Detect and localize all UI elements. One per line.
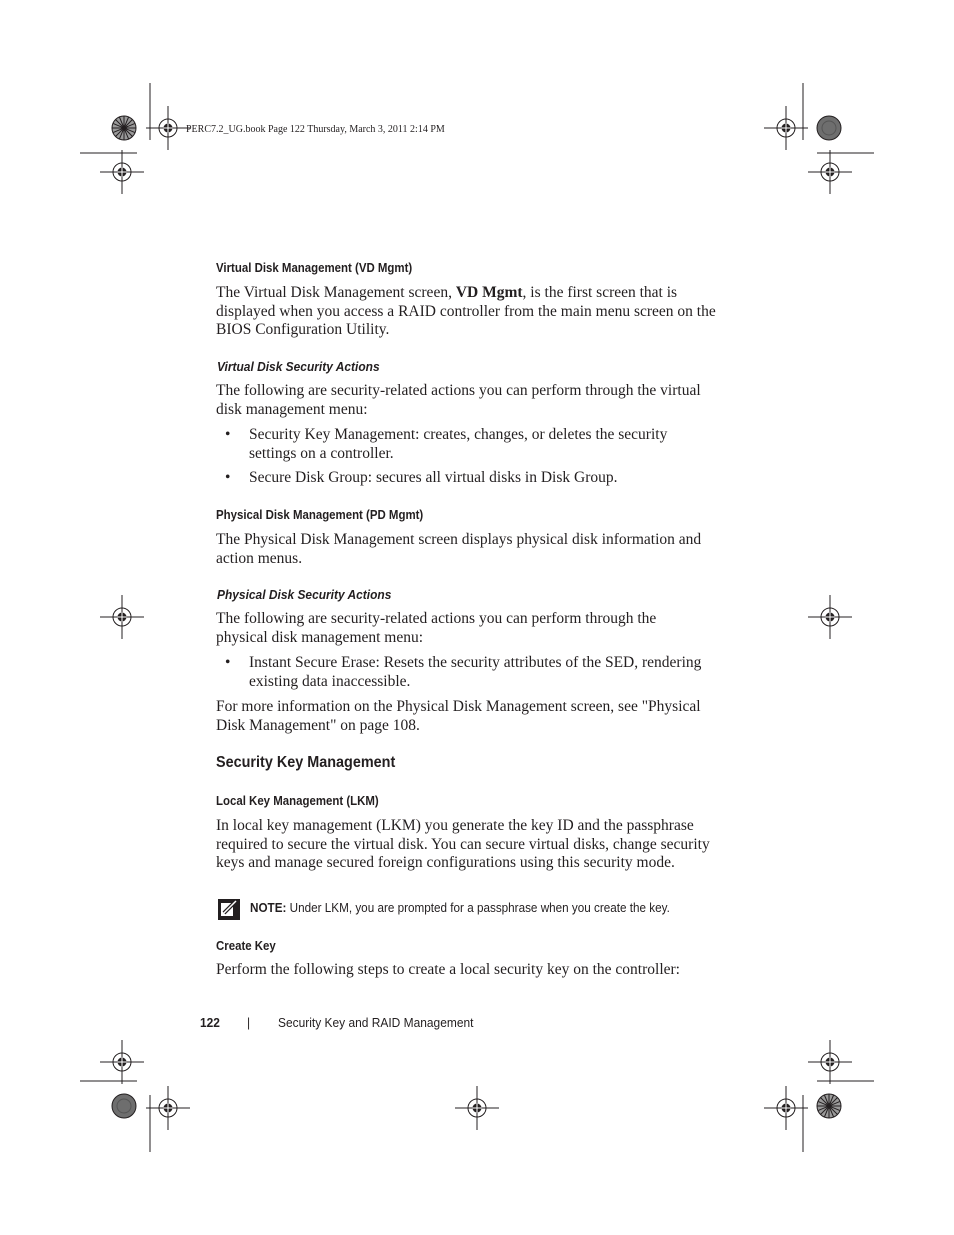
- registration-mark-icon: [808, 1040, 852, 1084]
- vd-mgmt-bold: VD Mgmt: [455, 284, 523, 301]
- vd-mgmt-heading: Virtual Disk Management (VD Mgmt): [216, 260, 413, 275]
- star-target-icon: [817, 1094, 841, 1118]
- create-key-paragraph: Perform the following steps to create a local security key on the controller:: [216, 961, 680, 978]
- registration-mark-icon: [146, 106, 190, 150]
- registration-mark-icon: [808, 595, 852, 639]
- star-target-icon: [112, 1094, 136, 1118]
- pd-security-paragraph: The following are security-related actions you can perform through the physical disk management menu:: [216, 610, 657, 646]
- list-item: Instant Secure Erase: Resets the security attributes of the SED, rendering existing data inaccessible.: [249, 654, 702, 690]
- registration-mark-icon: [808, 150, 852, 194]
- lkm-heading: Local Key Management (LKM): [216, 793, 379, 808]
- registration-mark-icon: [100, 595, 144, 639]
- list-item: Security Key Management: creates, changes, or deletes the security settings on a controller.: [249, 426, 668, 462]
- bullet-marker: •: [225, 426, 231, 443]
- star-target-icon: [112, 116, 136, 140]
- pd-mgmt-heading: Physical Disk Management (PD Mgmt): [216, 507, 424, 522]
- page-number: 122: [200, 1015, 220, 1030]
- registration-mark-icon: [764, 106, 808, 150]
- note: [250, 900, 670, 915]
- bullet-marker: •: [225, 654, 231, 671]
- pd-more-info-paragraph: For more information on the Physical Disk Management screen, see "Physical Disk Management" on page 108.: [216, 698, 701, 734]
- registration-mark-icon: [146, 1086, 190, 1130]
- registration-mark-icon: [100, 1040, 144, 1084]
- star-target-icon: [817, 116, 841, 140]
- note-label: NOTE:: [250, 900, 287, 915]
- vd-security-paragraph: The following are security-related actions you can perform through the virtual disk management menu:: [216, 382, 701, 418]
- note-body: Under LKM, you are prompted for a passphrase when you create the key.: [286, 900, 670, 915]
- bullet-marker: •: [225, 469, 231, 486]
- pd-mgmt-paragraph: The Physical Disk Management screen displays physical disk information and action menus.: [216, 531, 702, 567]
- registration-mark-icon: [764, 1086, 808, 1130]
- pd-security-heading: Physical Disk Security Actions: [217, 587, 392, 602]
- list-item: Secure Disk Group: secures all virtual disks in Disk Group.: [249, 469, 618, 486]
- footer-chapter-title: Security Key and RAID Management: [278, 1015, 474, 1030]
- print-header: PERC7.2_UG.book Page 122 Thursday, March 3, 2011 2:14 PM: [186, 124, 445, 135]
- vd-security-heading: Virtual Disk Security Actions: [217, 359, 380, 374]
- registration-mark-icon: [100, 150, 144, 194]
- footer-separator: |: [247, 1015, 251, 1030]
- create-key-heading: Create Key: [216, 938, 276, 953]
- vd-mgmt-paragraph: The Virtual Disk Management screen, VD Mgmt, is the first screen that is displayed when you access a RAID controller from the main menu screen on the BIOS Configuration Utility.: [216, 284, 716, 339]
- lkm-paragraph: In local key management (LKM) you generate the key ID and the passphrase required to secure the virtual disk. You can secure virtual disks, change security keys and manage secured foreign configurations using this security mode.: [216, 817, 710, 872]
- security-key-management-heading: Security Key Management: [216, 754, 396, 771]
- registration-mark-icon: [455, 1086, 499, 1130]
- note-pencil-icon: [218, 899, 240, 920]
